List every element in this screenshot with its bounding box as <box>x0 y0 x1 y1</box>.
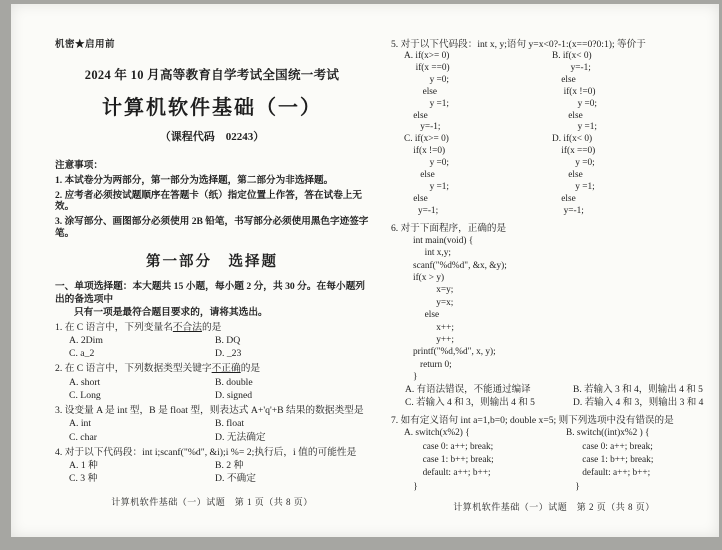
code-line: else <box>413 310 440 321</box>
code-line: if(x ==0) <box>404 62 450 73</box>
question-3-stem: 3. 设变量 A 是 int 型，B 是 float 型，则表达式 A+'q'+B 结果的数据类型是 <box>55 404 364 416</box>
exam-notices <box>55 157 369 239</box>
option-a: A. 有语法错误，不能通过编译 <box>405 384 531 395</box>
code-line: y++; <box>413 334 454 345</box>
option-row <box>55 334 369 347</box>
code-line: D. if(x< 0) <box>552 134 593 145</box>
option-d: D. 若输入 4 和 3，则输出 3 和 4 <box>573 398 704 409</box>
code-line: else <box>552 170 583 181</box>
option-a: A. 2Dim <box>69 334 103 346</box>
code-line: A. if(x>= 0) <box>404 51 450 61</box>
code-line: else <box>404 86 438 97</box>
code-line: default: a++; b++; <box>404 468 491 479</box>
code-line: if(x !=0) <box>552 86 596 97</box>
code-line: else <box>552 193 576 204</box>
option-b-code <box>566 427 653 494</box>
question-6-code <box>391 235 717 384</box>
option-a: A. short <box>69 376 101 388</box>
code-line: int main(void) { <box>413 235 474 246</box>
code-line: y =1; <box>552 122 598 133</box>
option-d: D. _23 <box>215 348 242 360</box>
code-line: y=x; <box>413 297 454 308</box>
code-line: else <box>404 170 435 181</box>
option-d: D. signed <box>215 390 253 402</box>
question-5-stem: 5. 对于以下代码段：int x, y;语句 y=x<0?-1:(x==0?0:1); 等价于 <box>391 39 646 50</box>
page2-footer: 计算机软件基础（一）试题 第 2 页（共 8 页） <box>453 502 655 512</box>
code-line: } <box>566 481 580 492</box>
question-6 <box>391 222 717 411</box>
question-7 <box>391 414 717 494</box>
option-b-code <box>552 51 597 134</box>
section-intro <box>55 280 369 319</box>
code-line: y =0; <box>404 158 450 169</box>
stem-text: 的是 <box>240 363 261 375</box>
code-line: y=-1; <box>552 205 584 216</box>
option-c: C. 3 种 <box>69 473 98 485</box>
exam-page-2 <box>391 38 717 494</box>
code-line: y =1; <box>404 98 450 109</box>
section-intro-line1: 一、单项选择题：本大题共 15 小题，每小题 2 分，共 30 分。在每小题列出的备选项中 <box>55 281 365 305</box>
code-line: } <box>413 372 418 383</box>
code-line: y =0; <box>552 158 595 169</box>
exam-session-title: 2024 年 10 月高等教育自学考试全国统一考试 <box>84 68 340 82</box>
question-4 <box>55 446 369 486</box>
notice-item: 2. 应考者必须按试题顺序在答题卡（纸）指定位置上作答，答在试卷上无效。 <box>55 189 362 212</box>
option-a-code <box>404 51 552 134</box>
option-c: C. a_2 <box>69 348 95 360</box>
code-line: case 0: a++; break; <box>404 441 494 452</box>
option-code-row <box>391 427 717 494</box>
option-row <box>391 384 717 398</box>
code-line: y=-1; <box>404 122 441 133</box>
option-code-row <box>391 134 717 217</box>
code-line: if(x ==0) <box>552 146 596 157</box>
code-line: y =1; <box>404 181 450 192</box>
option-row <box>55 472 369 485</box>
course-code: （课程代码 02243） <box>159 131 265 143</box>
notice-item: 3. 涂写部分、画图部分必须使用 2B 铅笔，书写部分必须使用黑色字迹签字笔。 <box>55 216 369 239</box>
code-line: case 1: b++; break; <box>404 454 494 465</box>
code-line: y=-1; <box>552 62 591 73</box>
notice-item: 1. 本试卷分为两部分，第一部分为选择题，第二部分为非选择题。 <box>55 174 334 186</box>
question-2-stem <box>55 362 369 375</box>
code-line: B. if(x< 0) <box>552 51 592 61</box>
code-line: } <box>404 481 418 492</box>
option-b: B. double <box>215 376 253 388</box>
option-c-code <box>404 134 552 217</box>
question-6-stem: 6. 对于下面程序，正确的是 <box>391 222 507 234</box>
question-7-stem: 7. 如有定义语句 int a=1,b=0; double x=5; 则下列选项中没有错误的是 <box>391 415 674 427</box>
option-row <box>55 417 369 430</box>
code-line: printf("%d,%d", x, y); <box>413 347 496 358</box>
stem-emphasis: 不正确 <box>211 363 241 375</box>
option-row <box>55 347 369 360</box>
question-4-stem: 4. 对于以下代码段：int i;scanf("%d", &i);i %= 2;执行后，i 值的可能性是 <box>55 446 357 458</box>
code-line: int x,y; <box>413 248 451 259</box>
option-row <box>55 431 369 444</box>
option-a-code <box>404 427 566 494</box>
option-code-row <box>391 51 717 134</box>
classification-label: 机密★启用前 <box>55 40 116 50</box>
option-row <box>55 459 369 472</box>
option-a: A. int <box>69 418 92 430</box>
page1-footer: 计算机软件基础（一）试题 第 1 页（共 8 页） <box>111 497 313 507</box>
question-1 <box>55 321 369 361</box>
option-row <box>391 397 717 411</box>
code-line: scanf("%d%d", &x, &y); <box>413 260 507 271</box>
option-row <box>55 389 369 402</box>
option-b: B. 2 种 <box>215 460 244 472</box>
code-line: y =1; <box>552 181 595 192</box>
code-line: else <box>404 110 428 121</box>
part1-heading: 第一部分 选择题 <box>146 254 278 270</box>
stem-text: 1. 在 C 语言中，下列变量名 <box>55 321 173 333</box>
option-a: A. 1 种 <box>69 460 98 472</box>
option-row <box>55 376 369 389</box>
question-1-stem <box>55 321 369 334</box>
option-d: D. 不确定 <box>215 473 256 485</box>
code-line: x=y; <box>413 285 454 296</box>
code-line: y =0; <box>404 74 450 85</box>
code-line: case 0: a++; break; <box>566 441 653 452</box>
question-3 <box>55 404 369 444</box>
scanned-exam-paper <box>11 4 719 537</box>
code-line: return 0; <box>413 359 452 370</box>
code-line: case 1: b++; break; <box>566 454 654 465</box>
notices-title: 注意事项： <box>55 160 103 171</box>
option-c: C. char <box>69 431 97 443</box>
stem-text: 的是 <box>201 321 222 333</box>
option-c: C. Long <box>69 390 101 402</box>
exam-course-title: 计算机软件基础（一） <box>102 97 322 119</box>
option-d: D. 无法确定 <box>215 431 266 443</box>
option-c: C. 若输入 4 和 3，则输出 4 和 5 <box>405 398 535 409</box>
code-line: A. switch(x%2) { <box>404 428 470 439</box>
code-line: if(x > y) <box>413 272 445 283</box>
code-line: default: a++; b++; <box>566 468 651 479</box>
section-intro-line2: 只有一项是最符合题目要求的，请将其选出。 <box>74 307 268 318</box>
code-line: else <box>404 193 428 204</box>
option-d-code <box>552 134 595 217</box>
exam-page-1 <box>55 36 369 486</box>
option-b: B. 若输入 3 和 4，则输出 4 和 5 <box>573 384 703 395</box>
stem-emphasis: 不合法 <box>172 321 202 333</box>
code-line: x++; <box>413 322 454 333</box>
question-5 <box>391 38 717 218</box>
code-line: y=-1; <box>404 205 439 216</box>
code-line: B. switch((int)x%2 ) { <box>566 428 650 439</box>
option-b: B. DQ <box>215 334 241 346</box>
code-line: if(x !=0) <box>404 146 446 157</box>
code-line: y =0; <box>552 98 598 109</box>
option-b: B. float <box>215 418 245 430</box>
code-line: C. if(x>= 0) <box>404 134 449 145</box>
question-2 <box>55 362 369 402</box>
code-line: else <box>552 74 576 85</box>
stem-text: 2. 在 C 语言中，下列数据类型关键字 <box>55 363 212 375</box>
code-line: else <box>552 110 583 121</box>
